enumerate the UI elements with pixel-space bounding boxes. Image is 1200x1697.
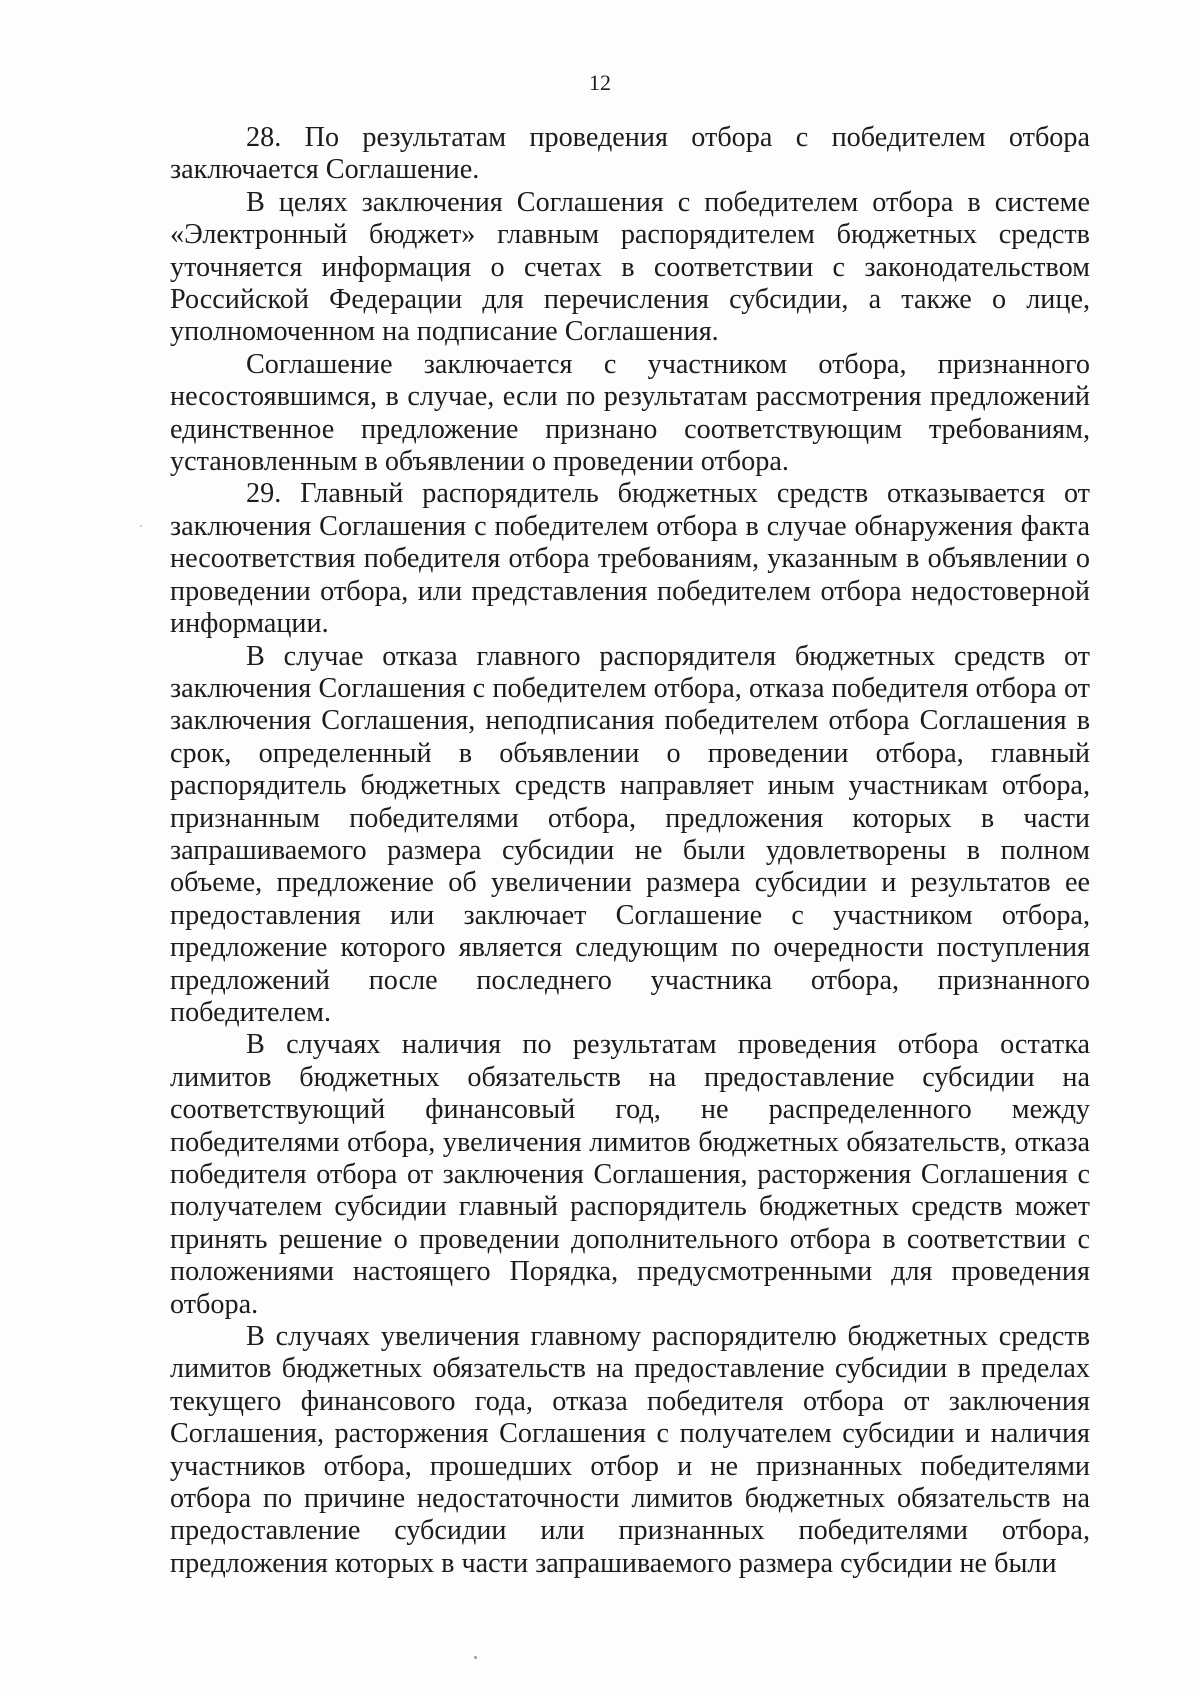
scan-artifact-dot bbox=[474, 1656, 477, 1659]
paragraph-28: 28. По результатам проведения отбора с победителем отбора заключается Соглашение. bbox=[170, 122, 1090, 186]
paragraph-refusal: В случае отказа главного распорядителя бюджетных средств от заключения Соглашения с победителем отбора, отказа победителя отбора от заключения Соглашения, неподписания победителем отбора Соглашения в срок, определенный в объявлении о проведении отбора, главный распорядитель бюджетных средств направляет иным участникам отбора, признанным победителями отбора, предложения которых в части запрашиваемого размера субсидии не были удовлетворены в полном объеме, предложение об увеличении размера субсидии и результатов ее предоставления или заключает Соглашение с участником отбора, предложение которого является следующим по очередности поступления предложений после последнего участника отбора, признанного победителем. bbox=[170, 640, 1090, 1028]
paragraph-additional-selection: В случаях наличия по результатам проведения отбора остатка лимитов бюджетных обязательств на предоставление субсидии на соответствующий финансовый год, не распределенного между победителями отбора, увеличения лимитов бюджетных обязательств, отказа победителя отбора от заключения Соглашения, расторжения Соглашения с получателем субсидии главный распорядитель бюджетных средств может принять решение о проведении дополнительного отбора в соответствии с положениями настоящего Порядка, предусмотренными для проведения отбора. bbox=[170, 1029, 1090, 1320]
paragraph-limits-increase: В случаях увеличения главному распорядителю бюджетных средств лимитов бюджетных обязательств на предоставление субсидии в пределах текущего финансового года, отказа победителя отбора от заключения Соглашения, расторжения Соглашения с получателем субсидии и наличия участников отбора, прошедших отбор и не признанных победителями отбора по причине недостаточности лимитов бюджетных обязательств на предоставление субсидии или признанных победителями отбора, предложения которых в части запрашиваемого размера субсидии не были bbox=[170, 1321, 1090, 1579]
paragraph-electronic-budget: В целях заключения Соглашения с победителем отбора в системе «Электронный бюджет» главным распорядителем бюджетных средств уточняется информация о счетах в соответствии с законодательством Российской Федерации для перечисления субсидии, а также о лице, уполномоченном на подписание Соглашения. bbox=[170, 186, 1090, 348]
document-body bbox=[170, 122, 1090, 1580]
paragraph-29: 29. Главный распорядитель бюджетных средств отказывается от заключения Соглашения с победителем отбора в случае обнаружения факта несоответствия победителя отбора требованиям, указанным в объявлении о проведении отбора, или представления победителем отбора недостоверной информации. bbox=[170, 478, 1090, 640]
scan-artifact-dot bbox=[140, 525, 142, 527]
page-number: 12 bbox=[589, 70, 611, 95]
paragraph-failed-selection: Соглашение заключается с участником отбора, признанного несостоявшимся, в случае, если по результатам рассмотрения предложений единственное предложение признано соответствующим требованиям, установленным в объявлении о проведении отбора. bbox=[170, 348, 1090, 478]
